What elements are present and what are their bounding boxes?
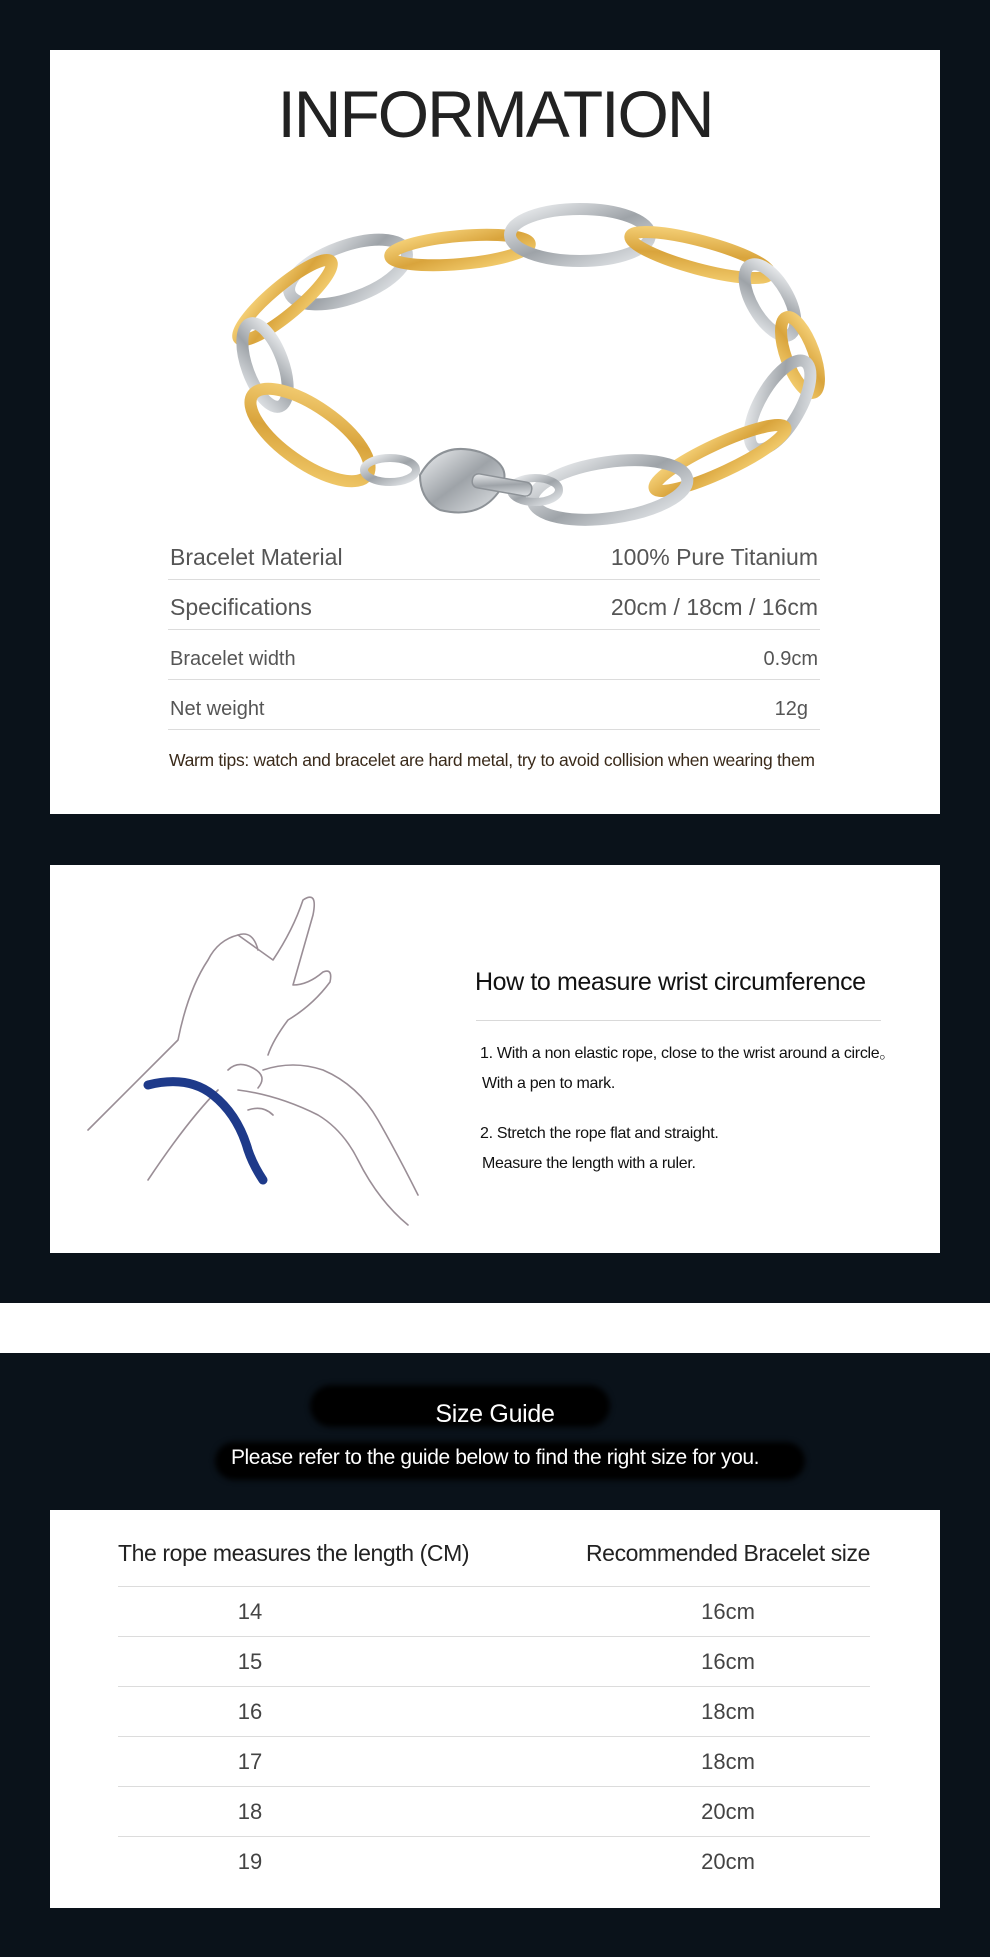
- hand-outline: [228, 1064, 262, 1088]
- divider: [476, 1020, 881, 1021]
- step-line: 2. Stretch the rope flat and straight.: [480, 1125, 719, 1142]
- step-line: With a pen to mark.: [482, 1075, 616, 1092]
- hand-outline: [148, 1090, 218, 1180]
- bracelet-size-cell: 20cm: [701, 1799, 755, 1824]
- howto-title: How to measure wrist circumference: [475, 968, 866, 996]
- table-row: [118, 1786, 870, 1836]
- bracelet-size-cell: 16cm: [701, 1599, 755, 1624]
- spec-label: Bracelet Material: [170, 544, 343, 570]
- spec-row-material: [168, 530, 820, 580]
- spec-value: 12g: [774, 698, 808, 720]
- hand-measure-illustration: [78, 890, 438, 1235]
- spec-value: 0.9cm: [763, 648, 818, 670]
- table-row: [118, 1836, 870, 1886]
- bracelet-link: [734, 256, 805, 343]
- spec-row-weight: [168, 680, 820, 730]
- rope-length-cell: 17: [237, 1749, 263, 1774]
- hand-outline: [248, 1108, 273, 1115]
- size-guide-title: Size Guide: [435, 1400, 555, 1428]
- step-2: [480, 1119, 719, 1179]
- column-header: Recommended Bracelet size: [585, 1540, 870, 1566]
- spec-row-specifications: [168, 580, 820, 630]
- table-row: [118, 1686, 870, 1736]
- bracelet-link: [627, 223, 773, 287]
- spec-row-width: [168, 630, 820, 680]
- table-row: [118, 1636, 870, 1686]
- spec-label: Bracelet width: [170, 648, 296, 670]
- step-line: Measure the length with a ruler.: [482, 1155, 696, 1172]
- information-title: INFORMATION: [277, 77, 713, 151]
- size-table-card: [50, 1510, 940, 1908]
- warm-tip: Warm tips: watch and bracelet are hard metal, try to avoid collision when wearing them: [169, 750, 815, 770]
- bracelet-size-cell: 18cm: [701, 1699, 755, 1724]
- divider-band: [0, 1303, 990, 1353]
- rope: [148, 1082, 263, 1180]
- rope-length-cell: 15: [237, 1649, 263, 1674]
- spec-label: Specifications: [170, 594, 312, 620]
- hand-outline: [238, 1090, 408, 1225]
- bracelet-image: [120, 190, 870, 570]
- bracelet-size-cell: 18cm: [701, 1749, 755, 1774]
- table-row: [118, 1586, 870, 1636]
- bracelet-link: [237, 372, 384, 498]
- bracelet-size-cell: 16cm: [701, 1649, 755, 1674]
- information-card: [50, 50, 940, 814]
- size-guide-subtitle: Please refer to the guide below to find the right size for you.: [230, 1446, 760, 1469]
- rope-length-cell: 16: [237, 1699, 263, 1724]
- bracelet-size-cell: 20cm: [701, 1849, 755, 1874]
- column-header: The rope measures the length (CM): [118, 1540, 470, 1566]
- measure-card: [50, 865, 940, 1253]
- step-1: [480, 1039, 895, 1099]
- spec-value: 20cm / 18cm / 16cm: [610, 594, 818, 620]
- step-line: 1. With a non elastic rope, close to the wrist around a circle。: [480, 1045, 896, 1062]
- spec-value: 100% Pure Titanium: [610, 544, 818, 570]
- table-row: [118, 1736, 870, 1786]
- rope-length-cell: 18: [237, 1799, 263, 1824]
- spec-label: Net weight: [170, 698, 265, 720]
- rope-length-cell: 19: [237, 1849, 263, 1874]
- rope-length-cell: 14: [237, 1599, 263, 1624]
- bracelet-link: [649, 415, 791, 501]
- hand-outline: [263, 1065, 418, 1195]
